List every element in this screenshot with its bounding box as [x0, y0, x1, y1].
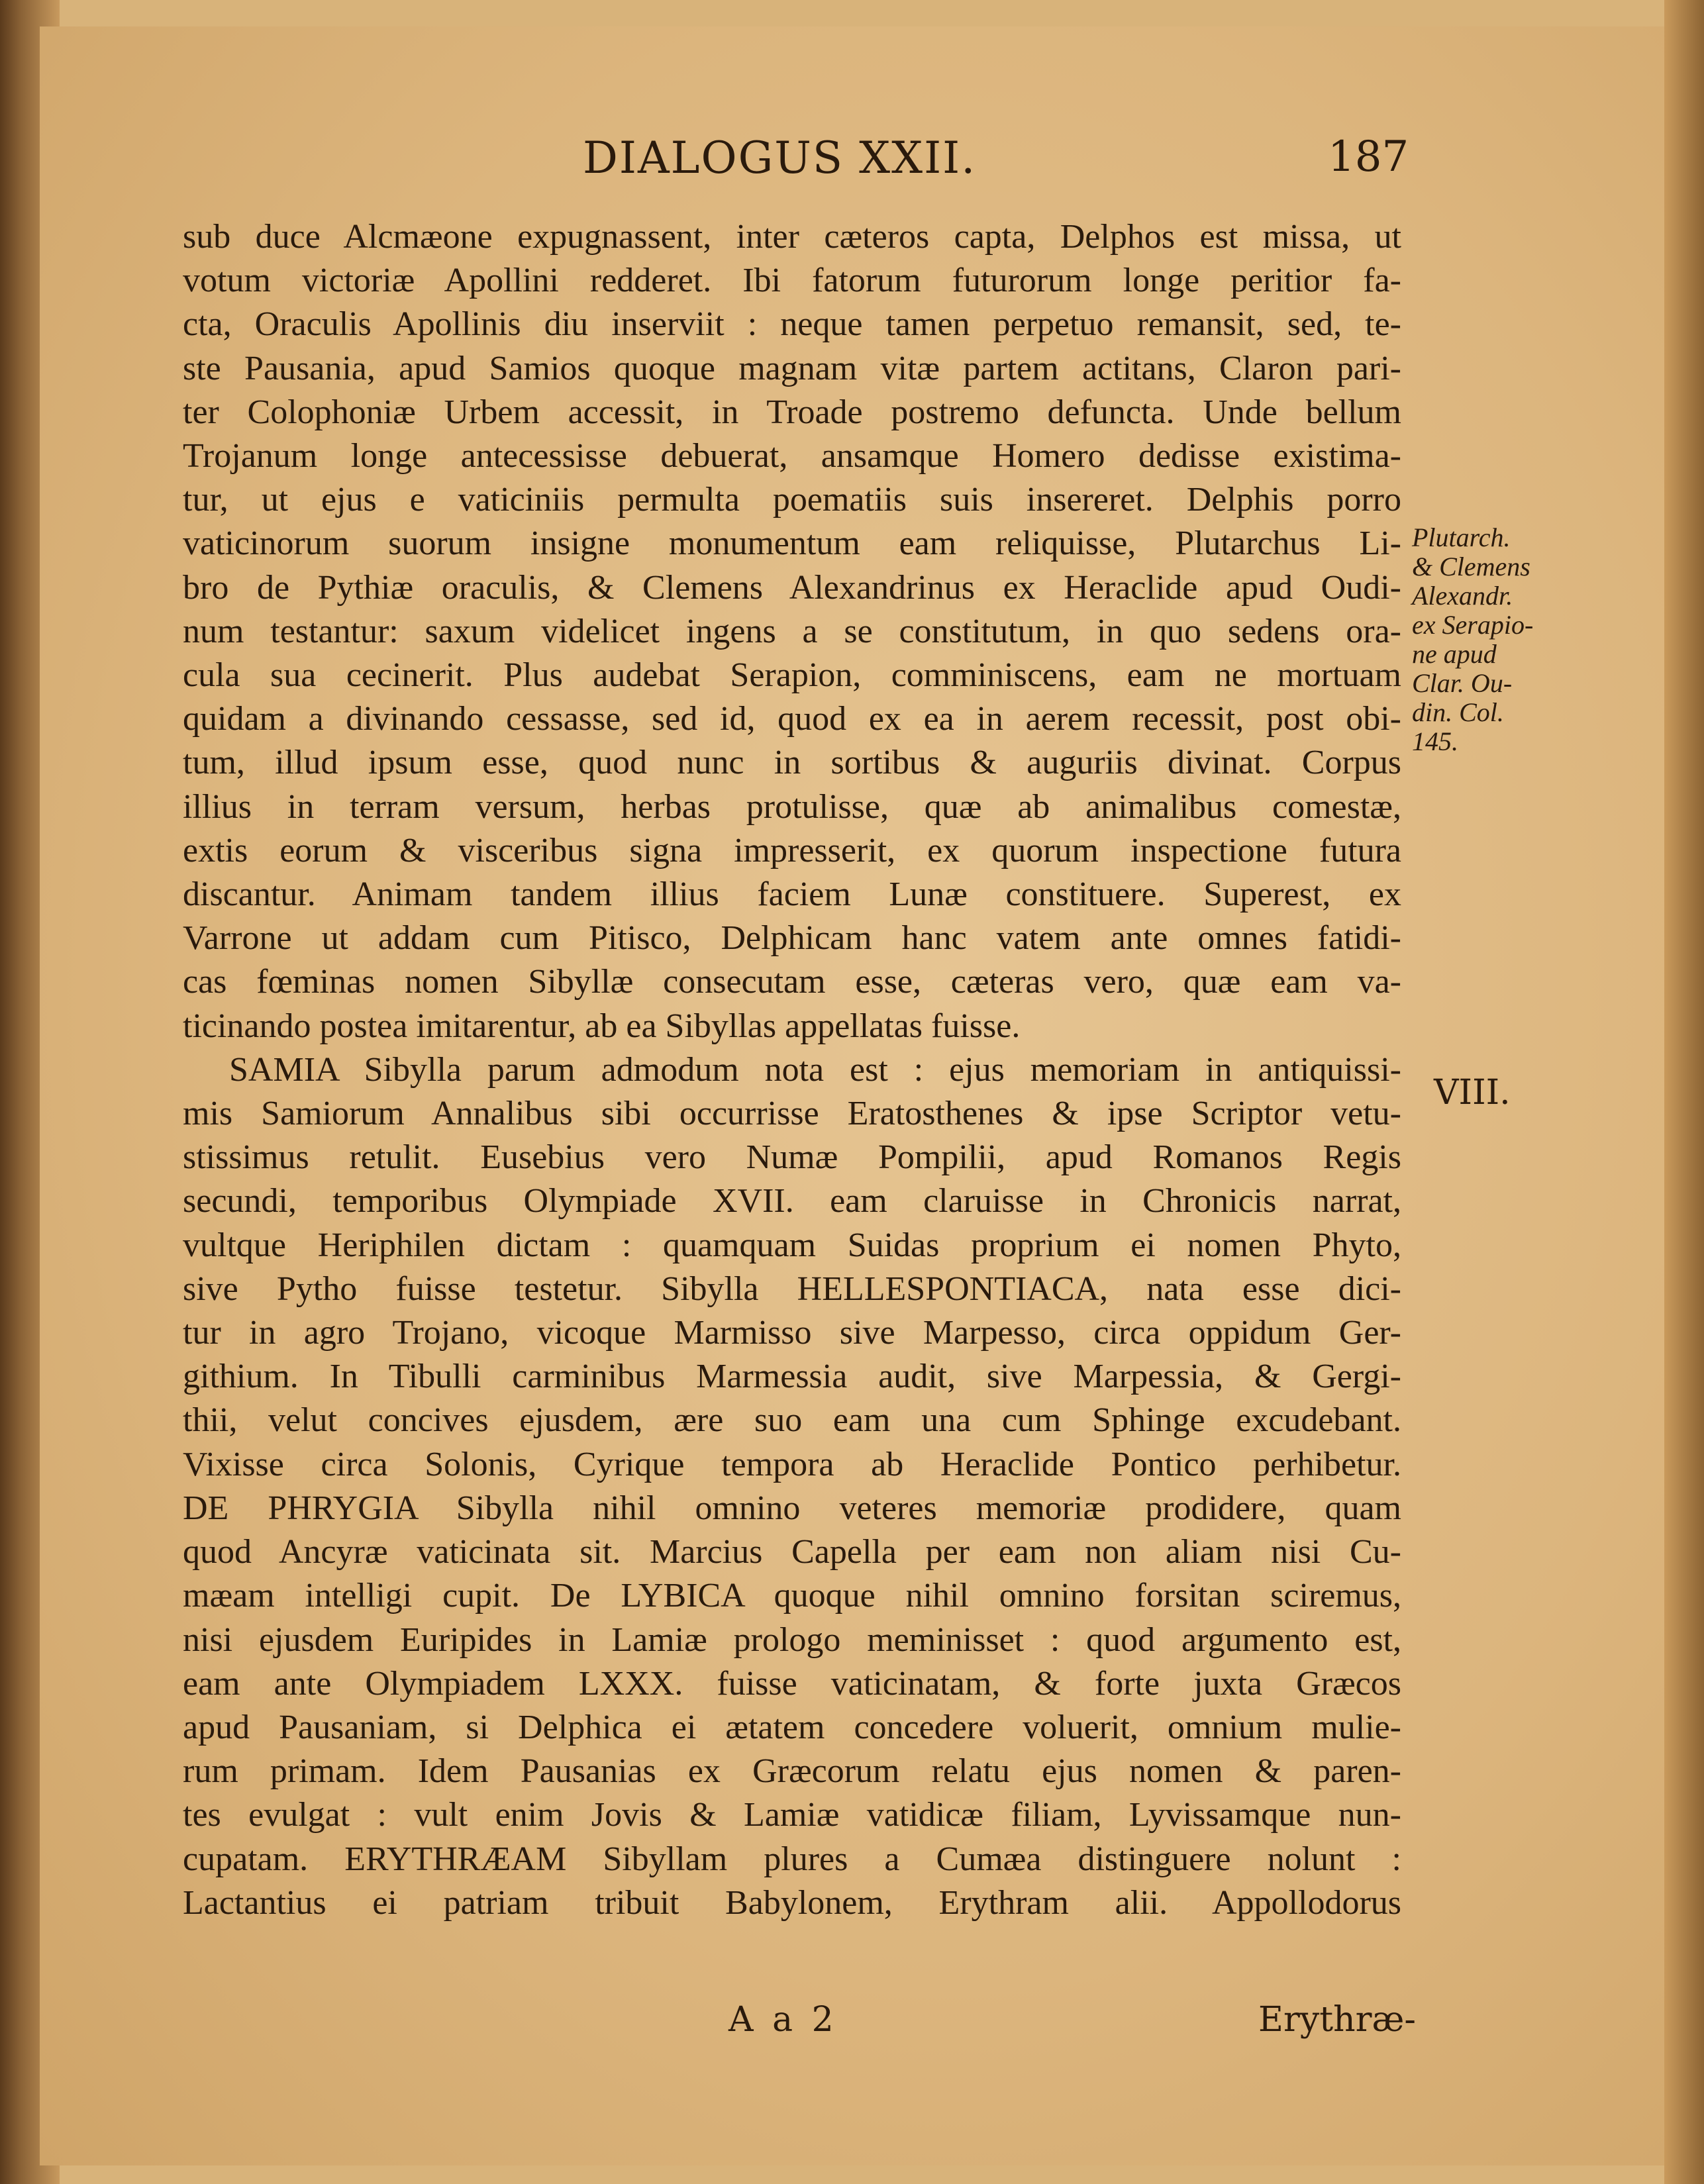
text-line: sub duce Alcmæone expugnassent, inter cæteros capta, Delphos est missa, ut	[183, 218, 1401, 256]
text-line: cta, Oraculis Apollinis diu inserviit : neque tamen perpetuo remansit, sed, te-	[183, 305, 1401, 344]
text-line: discantur. Animam tandem illius faciem Lunæ constituere. Superest, ex	[183, 875, 1401, 914]
text-line: cas fœminas nomen Sibyllæ consecutam esse, cæteras vero, quæ eam va-	[183, 963, 1401, 1001]
catchword: Erythræ-	[1258, 2000, 1416, 2040]
margin-note-line: Plutarch.	[1412, 522, 1511, 552]
text-line: secundi, temporibus Olympiade XVII. eam claruisse in Chronicis narrat,	[183, 1182, 1401, 1220]
text-line: DE PHRYGIA Sibylla nihil omnino veteres memoriæ prodidere, quam	[183, 1489, 1401, 1527]
text-line: tum, illud ipsum esse, quod nunc in sortibus & auguriis divinat. Corpus	[183, 744, 1401, 782]
margin-note-line: din. Col.	[1412, 697, 1504, 727]
text-line: apud Pausaniam, si Delphica ei ætatem concedere voluerit, omnium mulie-	[183, 1708, 1401, 1746]
text-line: nisi ejusdem Euripides in Lamiæ prologo meminisset : quod argumento est,	[183, 1620, 1401, 1659]
margin-note-line: ne apud	[1412, 639, 1497, 669]
text-line: stissimus retulit. Eusebius vero Numæ Pompilii, apud Romanos Regis	[183, 1138, 1401, 1177]
text-line: thii, velut concives ejusdem, ære suo eam una cum Sphinge excudebant.	[183, 1401, 1401, 1440]
section-number: VIII.	[1434, 1073, 1511, 1113]
text-line: mis Samiorum Annalibus sibi occurrisse Eratosthenes & ipse Scriptor vetu-	[183, 1095, 1401, 1133]
text-line: illius in terram versum, herbas protulisse, quæ ab animalibus comestæ,	[183, 787, 1401, 826]
margin-note-line: 145.	[1412, 726, 1458, 756]
margin-note-line: Alexandr.	[1412, 581, 1513, 611]
text-line: mæam intelligi cupit. De LYBICA quoque nihil omnino forsitan sciremus,	[183, 1577, 1401, 1615]
margin-note-line: Clar. Ou-	[1412, 668, 1513, 698]
text-line: Vixisse circa Solonis, Cyrique tempora ab Heraclide Pontico perhibetur.	[183, 1445, 1401, 1483]
text-line: cupatam. ERYTHRÆAM Sibyllam plures a Cumæa distinguere nolunt :	[183, 1840, 1401, 1878]
text-line: votum victoriæ Apollini redderet. Ibi fatorum futurorum longe peritior fa-	[183, 262, 1401, 300]
margin-note-line: & Clemens	[1412, 552, 1530, 581]
body-text	[183, 215, 1401, 1925]
text-line: ticinando postea imitarentur, ab ea Sibyllas appellatas fuisse.	[183, 1007, 1021, 1045]
text-line: sive Pytho fuisse testetur. Sibylla HELLESPONTIACA, nata esse dici-	[183, 1269, 1401, 1308]
margin-note-line: ex Serapio-	[1412, 610, 1534, 640]
text-line: vaticinorum suorum insigne monumentum eam reliquisse, Plutarchus Li-	[183, 524, 1401, 563]
margin-note	[1412, 523, 1591, 756]
text-line: tur in agro Trojano, vicoque Marmisso sive Marpesso, circa oppidum Ger-	[183, 1314, 1401, 1352]
text-line: rum primam. Idem Pausanias ex Græcorum relatu ejus nomen & paren-	[183, 1752, 1401, 1791]
text-line: ter Colophoniæ Urbem accessit, in Troade postremo defuncta. Unde bellum	[183, 393, 1401, 431]
text-line: quidam a divinando cessasse, sed id, quod ex ea in aerem recessit, post obi-	[183, 700, 1401, 738]
page-number: 187	[1328, 132, 1409, 181]
text-line: ste Pausania, apud Samios quoque magnam vitæ partem actitans, Claron pari-	[183, 349, 1401, 387]
text-line: eam ante Olympiadem LXXX. fuisse vaticinatam, & forte juxta Græcos	[183, 1664, 1401, 1703]
text-line: tur, ut ejus e vaticiniis permulta poematiis suis insereret. Delphis porro	[183, 481, 1401, 519]
text-line: vultque Heriphilen dictam : quamquam Suidas proprium ei nomen Phyto,	[183, 1226, 1401, 1264]
page-edges	[1664, 0, 1704, 2184]
text-line: bro de Pythiæ oraculis, & Clemens Alexandrinus ex Heraclide apud Oudi-	[183, 568, 1401, 607]
text-line: cula sua cecinerit. Plus audebat Serapion, comminiscens, eam ne mortuam	[183, 656, 1401, 695]
running-head: DIALOGUS XXII.	[583, 132, 977, 183]
text-line: Trojanum longe antecessisse debuerat, ansamque Homero dedisse existima-	[183, 437, 1401, 475]
signature-mark: A a 2	[728, 2000, 838, 2040]
text-line: githium. In Tibulli carminibus Marmessia audit, sive Marpessia, & Gergi-	[183, 1358, 1401, 1396]
text-line: Lactantius ei patriam tribuit Babylonem, Erythram alii. Appollodorus	[183, 1883, 1401, 1922]
text-line: num testantur: saxum videlicet ingens a se constitutum, in quo sedens ora-	[183, 612, 1401, 650]
text-line: Varrone ut addam cum Pitisco, Delphicam hanc vatem ante omnes fatidi-	[183, 919, 1401, 958]
text-line: extis eorum & visceribus signa impresserit, ex quorum inspectione futura	[183, 831, 1401, 869]
text-line: tes evulgat : vult enim Jovis & Lamiæ vatidicæ filiam, Lyvissamque nun-	[183, 1796, 1401, 1834]
text-line: quod Ancyræ vaticinata sit. Marcius Capella per eam non aliam nisi Cu-	[183, 1533, 1401, 1571]
text-line: SAMIA Sibylla parum admodum nota est : ejus memoriam in antiquissi-	[229, 1050, 1401, 1089]
